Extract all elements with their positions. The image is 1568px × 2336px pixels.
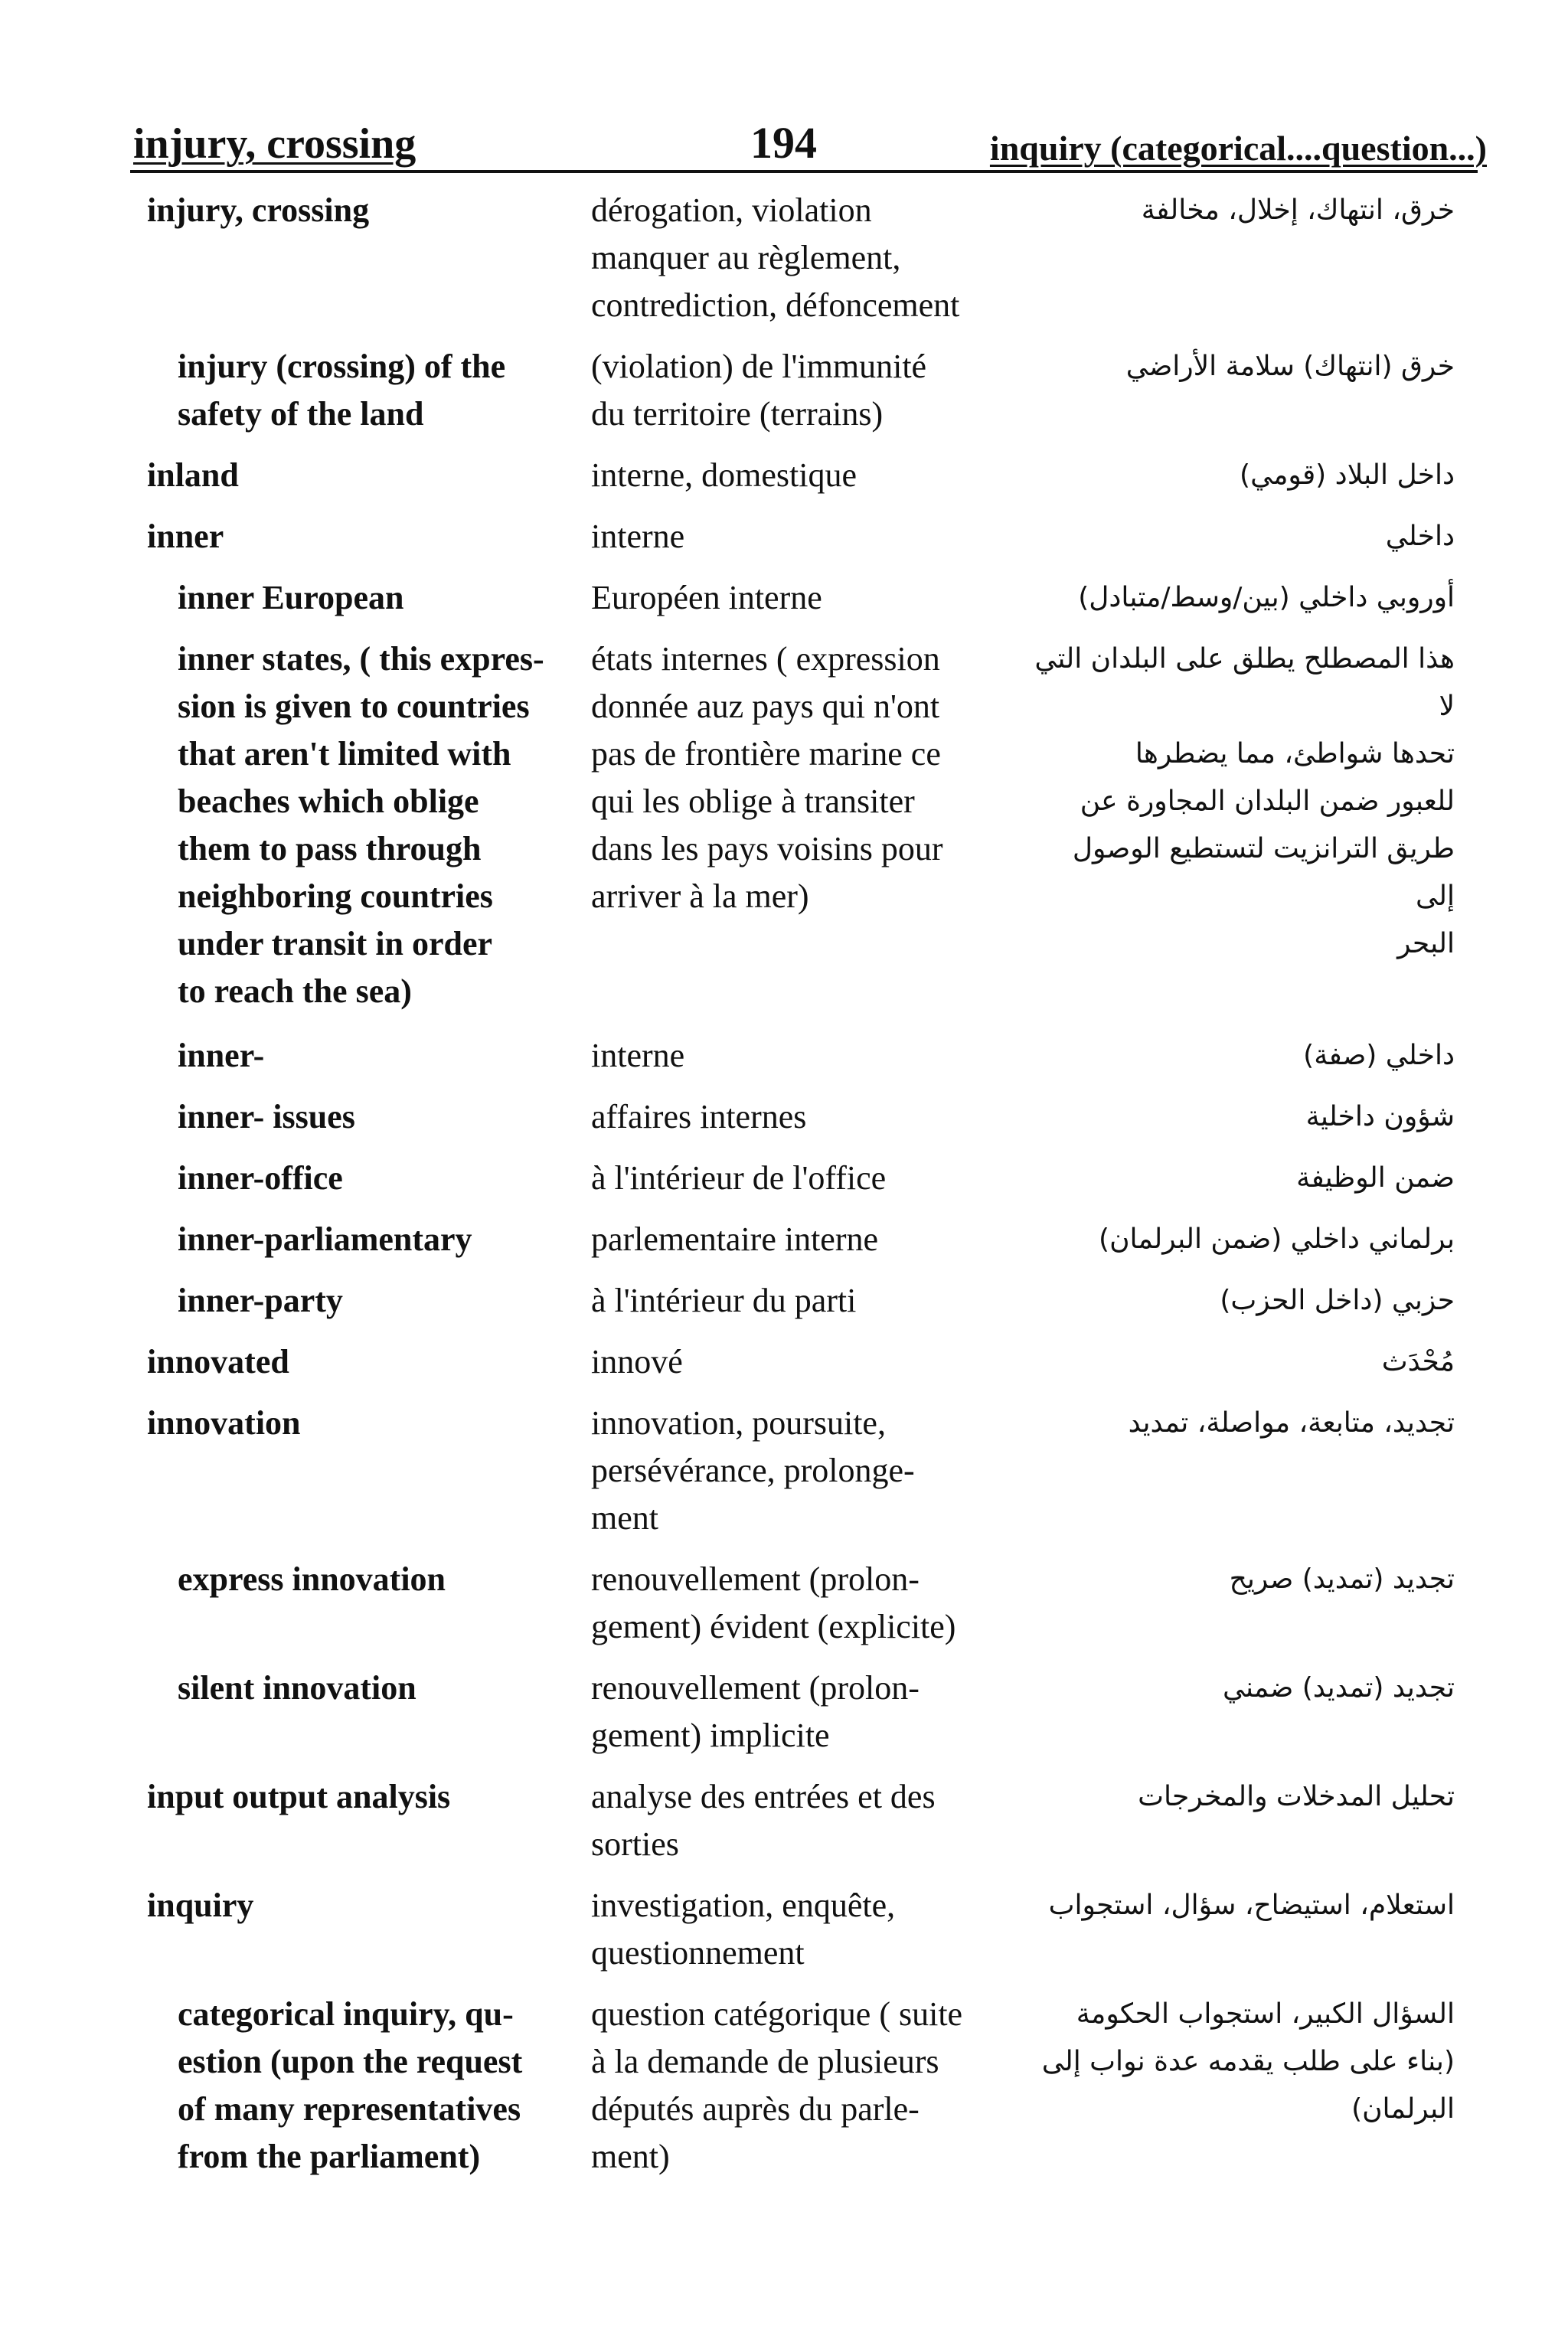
entry-translation-arabic: حزبي (داخل الحزب) [1220, 1285, 1455, 1316]
entry-translation-arabic: مُحْدَث [1381, 1346, 1455, 1377]
entry-translation-arabic: تجديد (تمديد) صريح [1229, 1563, 1455, 1595]
entry-translation-arabic: خرق، انتهاك، إخلال، مخالفة [1141, 194, 1455, 226]
entry-translation-french: interne [591, 518, 685, 555]
entry-term-english: input output analysis [147, 1778, 451, 1815]
entry-translation-french: Européen interne [591, 579, 822, 616]
entry-term-english: innovated [147, 1343, 289, 1380]
entry-term-english: injury (crossing) of the safety of the land [178, 348, 506, 433]
dictionary-entry [0, 635, 1568, 1032]
page-header [130, 113, 1487, 173]
entry-term-english: inner-office [178, 1159, 343, 1197]
entry-term-english: inner-party [178, 1282, 343, 1319]
entry-term-english: inquiry [147, 1887, 254, 1924]
page-number: 194 [750, 118, 817, 168]
entry-translation-french: interne, domestique [591, 456, 858, 494]
dictionary-entry [0, 1400, 1568, 1556]
entry-translation-arabic: استعلام، استيضاح، سؤال، استجواب [1048, 1890, 1455, 1921]
dictionary-entry [0, 1882, 1568, 1991]
entry-translation-french: question catégorique ( suite à la demande de plusieurs députés auprès du parle- ment) [591, 1995, 963, 2175]
entry-term-english: innovation [147, 1404, 301, 1442]
entry-translation-arabic: هذا المصطلح يطلق على البلدان التي لا تحدها شواطئ، مما يضطرها للعبور ضمن البلدان المجاورة عن طريق الترانزيت لتستطيع الوصول إلى البحر [1034, 643, 1455, 959]
entry-translation-french: dérogation, violation manquer au règlement, contrediction, défoncement [591, 191, 960, 324]
entry-translation-french: interne [591, 1037, 685, 1074]
entry-translation-arabic: برلماني داخلي (ضمن البرلمان) [1099, 1224, 1455, 1255]
dictionary-entry [0, 1556, 1568, 1665]
dictionary-entry [0, 1155, 1568, 1216]
entry-term-english: express innovation [178, 1560, 446, 1598]
dictionary-entry [0, 1991, 1568, 2194]
entry-translation-french: investigation, enquête, questionnement [591, 1887, 896, 1972]
entry-translation-arabic: تحليل المدخلات والمخرجات [1138, 1781, 1455, 1812]
entry-translation-arabic: داخلي [1385, 521, 1455, 552]
entry-translation-arabic: تجديد، متابعة، مواصلة، تمديد [1128, 1407, 1455, 1439]
entry-translation-french: à l'intérieur de l'office [591, 1159, 887, 1197]
entry-term-english: inner- issues [178, 1098, 355, 1135]
entry-translation-french: (violation) de l'immunité du territoire (terrains) [591, 348, 927, 433]
dictionary-entry [0, 187, 1568, 343]
entry-term-english: inner [147, 518, 224, 555]
entry-term-english: injury, crossing [147, 191, 370, 229]
dictionary-entries [0, 187, 1568, 2194]
entry-term-english: inner- [178, 1037, 265, 1074]
entry-translation-arabic: داخل البلاد (قومي) [1240, 459, 1455, 491]
entry-translation-french: affaires internes [591, 1098, 807, 1135]
entry-translation-arabic: شؤون داخلية [1305, 1101, 1455, 1132]
dictionary-entry [0, 574, 1568, 635]
entry-translation-arabic: السؤال الكبير، استجواب الحكومة (بناء على طلب يقدمه عدة نواب إلى البرلمان) [1041, 1998, 1455, 2125]
dictionary-entry [0, 343, 1568, 452]
dictionary-entry [0, 1032, 1568, 1093]
dictionary-entry [0, 1338, 1568, 1400]
entry-term-english: categorical inquiry, qu- estion (upon the request of many representatives from the parliament) [178, 1995, 523, 2175]
entry-translation-arabic: ضمن الوظيفة [1296, 1162, 1455, 1194]
dictionary-entry [0, 1093, 1568, 1155]
entry-translation-french: états internes ( expression donnée auz pays qui n'ont pas de frontière marine ce qui les oblige à transiter dans les pays voisins pour arriver à la mer) [591, 640, 943, 915]
dictionary-entry [0, 1773, 1568, 1882]
entry-term-english: inner-parliamentary [178, 1220, 472, 1258]
dictionary-entry [0, 1665, 1568, 1773]
entry-term-english: inland [147, 456, 239, 494]
entry-translation-french: renouvellement (prolon- gement) évident (explicite) [591, 1560, 956, 1645]
entry-term-english: inner European [178, 579, 404, 616]
entry-translation-french: innovation, poursuite, persévérance, prolonge- ment [591, 1404, 915, 1537]
entry-translation-french: innové [591, 1343, 683, 1380]
dictionary-entry [0, 1277, 1568, 1338]
entry-term-english: inner states, ( this expres- sion is given to countries that aren't limited with beaches which oblige them to pass through neighboring countries under transit in order to reach the sea) [178, 640, 544, 1010]
entry-translation-arabic: أوروبي داخلي (بين/وسط/متبادل) [1078, 582, 1455, 613]
entry-translation-french: analyse des entrées et des sorties [591, 1778, 936, 1863]
entry-translation-french: parlementaire interne [591, 1220, 879, 1258]
entry-translation-arabic: داخلي (صفة) [1303, 1040, 1455, 1071]
entry-translation-arabic: تجديد (تمديد) ضمني [1223, 1672, 1455, 1704]
dictionary-entry [0, 452, 1568, 513]
dictionary-entry [0, 1216, 1568, 1277]
entry-translation-french: renouvellement (prolon- gement) implicite [591, 1669, 920, 1754]
header-right-guide-word: inquiry (categorical....question...) [989, 129, 1487, 168]
entry-translation-arabic: خرق (انتهاك) سلامة الأراضي [1125, 351, 1455, 382]
entry-term-english: silent innovation [178, 1669, 416, 1707]
entry-translation-french: à l'intérieur du parti [591, 1282, 857, 1319]
header-left-guide-word: injury, crossing [133, 120, 416, 168]
dictionary-entry [0, 513, 1568, 574]
